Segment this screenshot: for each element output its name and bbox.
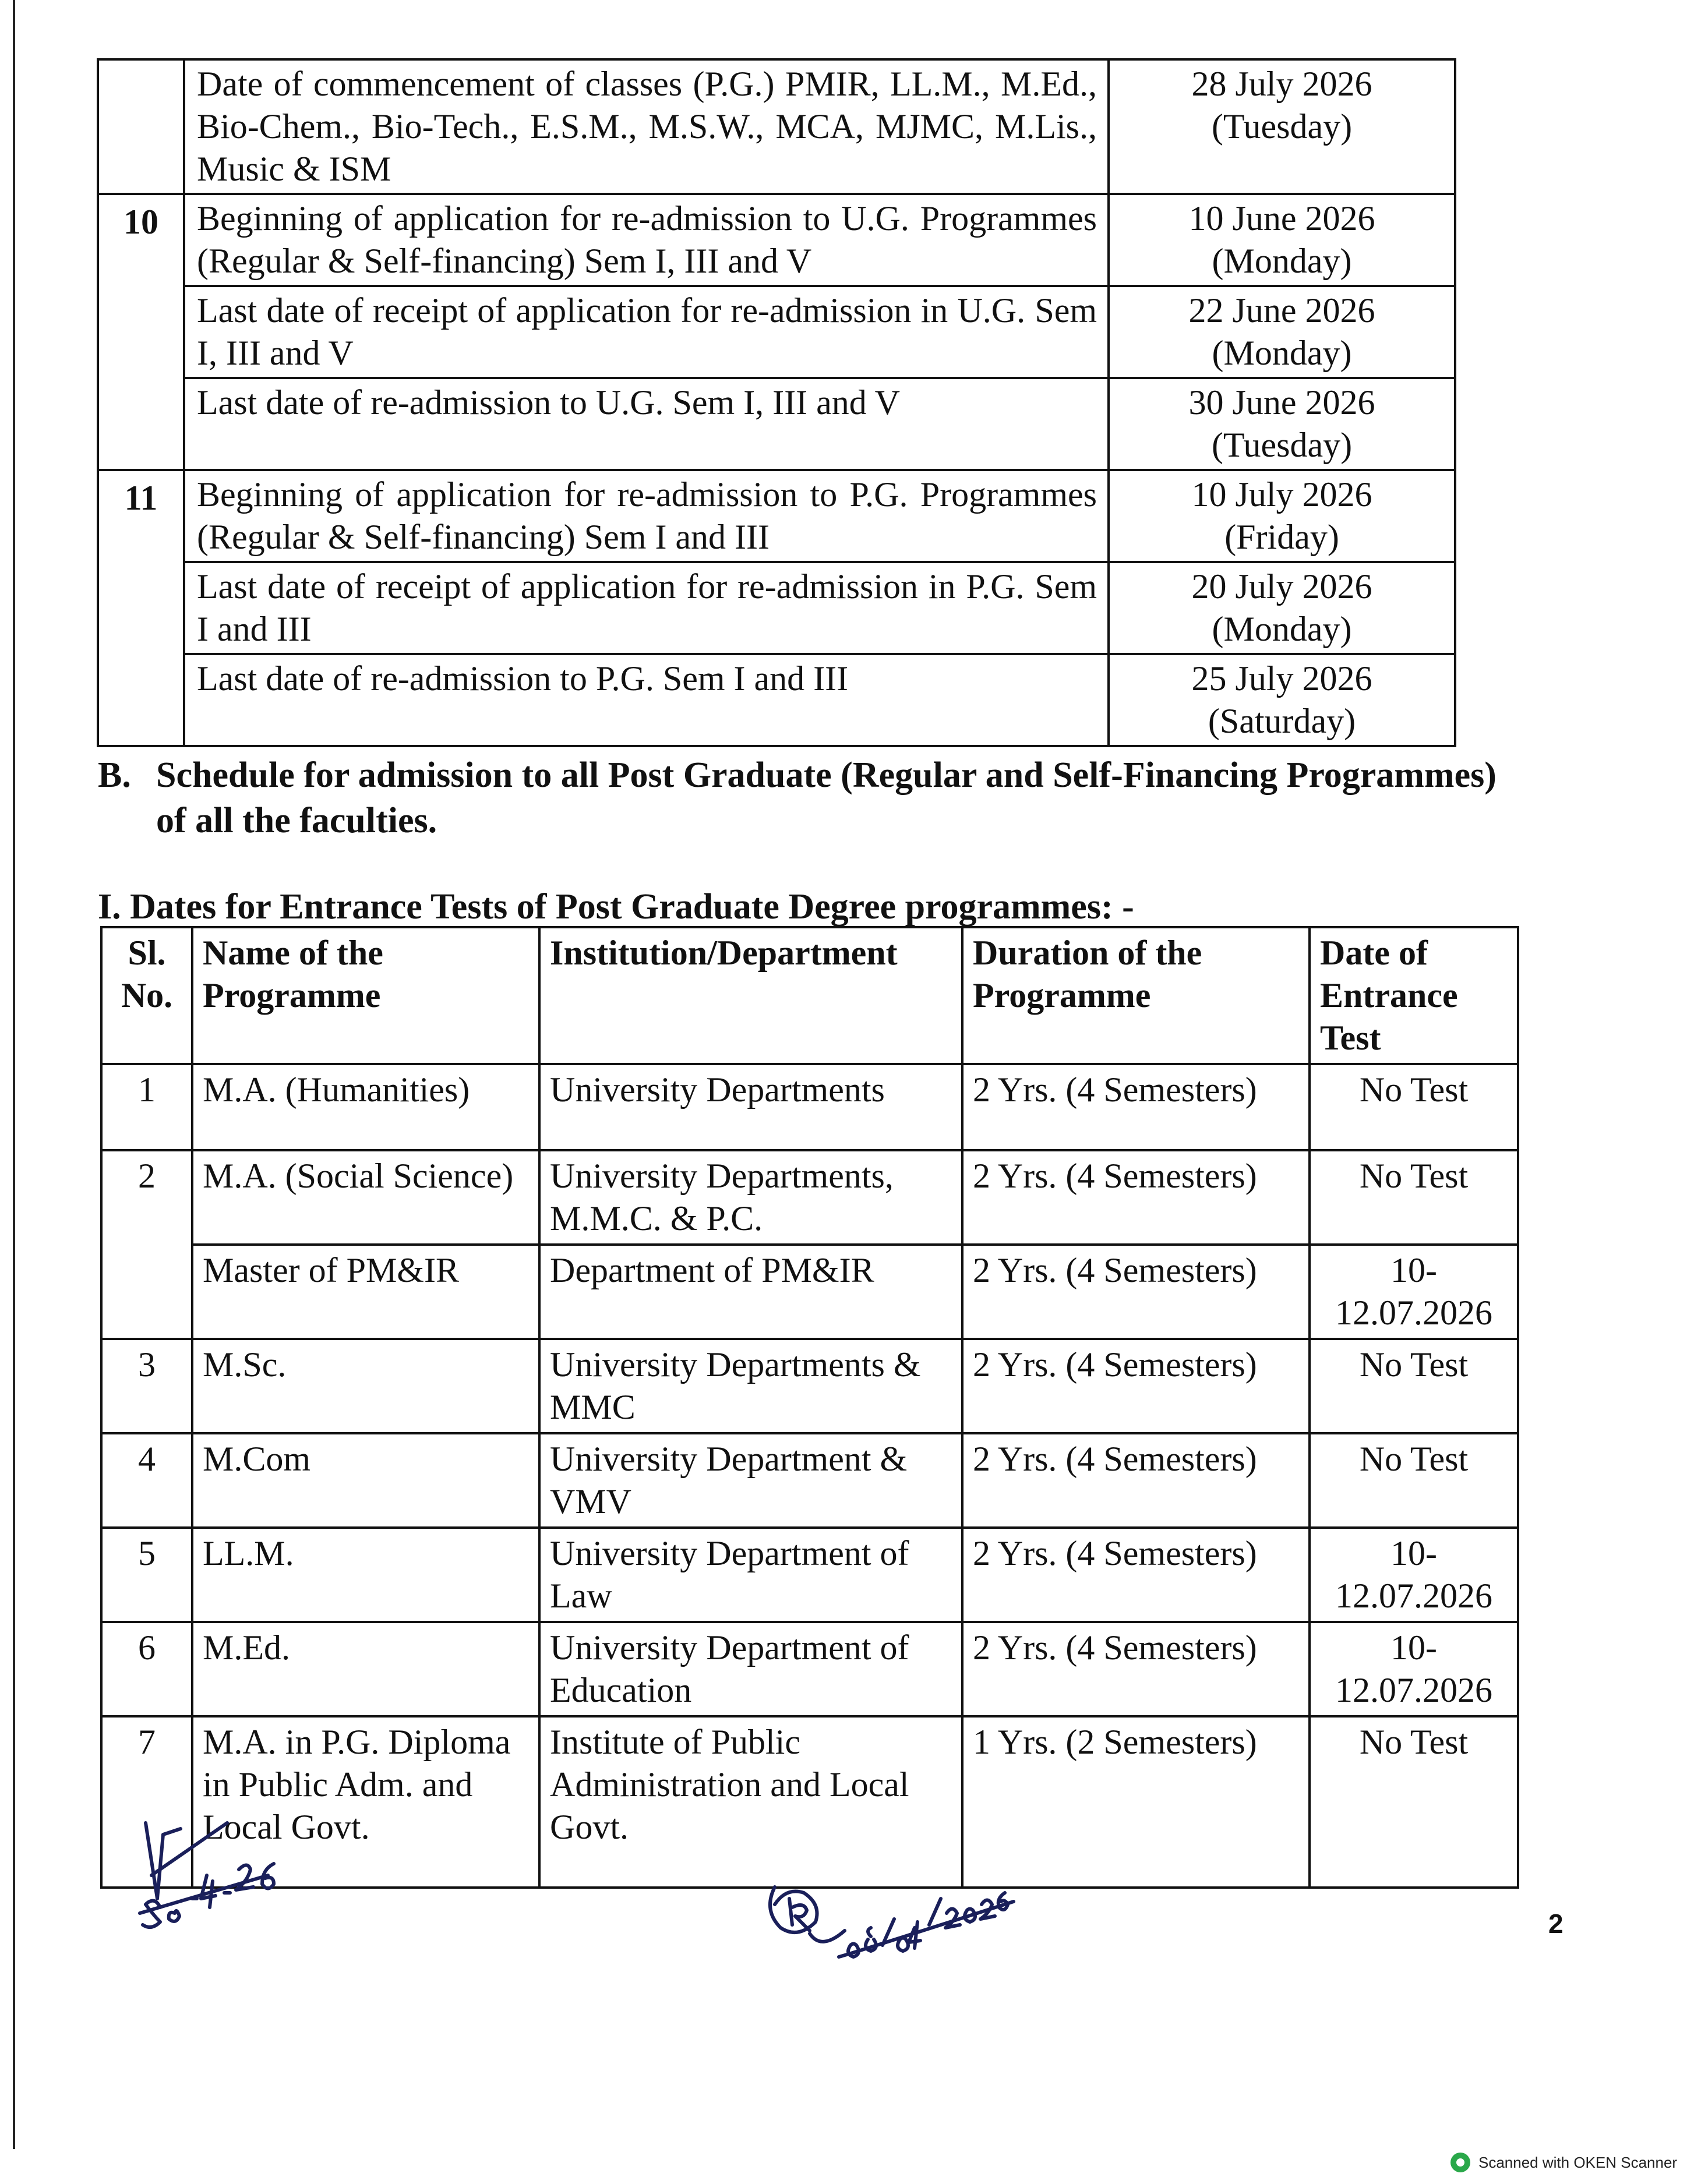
date-text: 10 June 2026 bbox=[1188, 199, 1375, 238]
institution-cell: Institute of Public Administration and Local Govt. bbox=[539, 1716, 962, 1888]
entrance-test-table bbox=[100, 926, 1519, 1889]
header-test-date: Date of Entrance Test bbox=[1310, 927, 1518, 1064]
event-cell: Last date of receipt of application for re-admission in U.G. Sem I, III and V bbox=[184, 286, 1109, 378]
sl-cell: 11 bbox=[98, 470, 184, 746]
day-text: (Saturday) bbox=[1208, 702, 1356, 740]
section-b-heading bbox=[98, 752, 1589, 843]
signature-left bbox=[128, 1811, 303, 1939]
scanner-logo-icon bbox=[1450, 2153, 1470, 2172]
institution-cell: Department of PM&IR bbox=[539, 1245, 962, 1339]
section-b-line2: of all the faculties. bbox=[156, 801, 437, 840]
table-row bbox=[101, 1339, 1518, 1433]
date-cell bbox=[1109, 59, 1455, 194]
date-text: 30 June 2026 bbox=[1188, 383, 1375, 422]
sl-cell bbox=[98, 59, 184, 194]
date-cell bbox=[1109, 470, 1455, 562]
header-sl: Sl. No. bbox=[101, 927, 192, 1064]
table-row bbox=[101, 1150, 1518, 1245]
table-row bbox=[98, 286, 1455, 378]
day-text: (Monday) bbox=[1212, 610, 1352, 648]
duration-cell: 2 Yrs. (4 Semesters) bbox=[962, 1064, 1310, 1150]
date-cell bbox=[1109, 194, 1455, 286]
table-row bbox=[98, 59, 1455, 194]
scanner-text: Scanned with OKEN Scanner bbox=[1478, 2153, 1678, 2171]
programme-cell: M.Com bbox=[192, 1433, 539, 1528]
institution-cell: University Department & VMV bbox=[539, 1433, 962, 1528]
table-row bbox=[101, 1528, 1518, 1622]
programme-cell: M.A. in P.G. Diploma in Public Adm. and Local Govt. bbox=[192, 1716, 539, 1888]
day-text: (Monday) bbox=[1212, 242, 1352, 280]
institution-cell: University Department of Education bbox=[539, 1622, 962, 1716]
duration-cell: 2 Yrs. (4 Semesters) bbox=[962, 1245, 1310, 1339]
sl-cell: 10 bbox=[98, 194, 184, 470]
table-row bbox=[98, 654, 1455, 746]
test-date-cell: No Test bbox=[1310, 1150, 1518, 1245]
institution-cell: University Department of Law bbox=[539, 1528, 962, 1622]
duration-cell: 2 Yrs. (4 Semesters) bbox=[962, 1528, 1310, 1622]
day-text: (Friday) bbox=[1224, 518, 1339, 556]
sl-cell: 6 bbox=[101, 1622, 192, 1716]
table-row bbox=[101, 1433, 1518, 1528]
sl-cell: 1 bbox=[101, 1064, 192, 1150]
test-date-cell: No Test bbox=[1310, 1433, 1518, 1528]
signature-middle bbox=[757, 1864, 1025, 1980]
date-cell bbox=[1109, 378, 1455, 470]
section-b-line1: Schedule for admission to all Post Graduate (Regular and Self-Financing Programmes) bbox=[156, 755, 1497, 795]
date-text: 28 July 2026 bbox=[1191, 65, 1372, 103]
page-number: 2 bbox=[1548, 1909, 1564, 1939]
event-cell: Last date of receipt of application for re-admission in P.G. Sem I and III bbox=[184, 562, 1109, 654]
duration-cell: 2 Yrs. (4 Semesters) bbox=[962, 1622, 1310, 1716]
test-date-cell: No Test bbox=[1310, 1064, 1518, 1150]
date-cell bbox=[1109, 654, 1455, 746]
date-text: 10 July 2026 bbox=[1191, 475, 1372, 514]
sl-cell: 5 bbox=[101, 1528, 192, 1622]
sl-cell: 7 bbox=[101, 1716, 192, 1888]
test-date-cell: No Test bbox=[1310, 1339, 1518, 1433]
day-text: (Tuesday) bbox=[1211, 426, 1353, 464]
sl-cell: 4 bbox=[101, 1433, 192, 1528]
date-cell bbox=[1109, 286, 1455, 378]
header-duration: Duration of the Programme bbox=[962, 927, 1310, 1064]
section-b-label: B. bbox=[98, 755, 131, 795]
test-date-cell: 10-12.07.2026 bbox=[1310, 1622, 1518, 1716]
duration-cell: 2 Yrs. (4 Semesters) bbox=[962, 1339, 1310, 1433]
event-cell: Beginning of application for re-admission to U.G. Programmes (Regular & Self-financing) Sem I, III and V bbox=[184, 194, 1109, 286]
duration-cell: 1 Yrs. (2 Semesters) bbox=[962, 1716, 1310, 1888]
programme-cell: Master of PM&IR bbox=[192, 1245, 539, 1339]
header-institution: Institution/Department bbox=[539, 927, 962, 1064]
table-row bbox=[101, 1622, 1518, 1716]
programme-cell: M.Ed. bbox=[192, 1622, 539, 1716]
programme-cell: LL.M. bbox=[192, 1528, 539, 1622]
section-i-heading: I. Dates for Entrance Tests of Post Graduate Degree programmes: - bbox=[98, 887, 1134, 927]
table-row bbox=[98, 378, 1455, 470]
test-date-cell: 10-12.07.2026 bbox=[1310, 1245, 1518, 1339]
programme-cell: M.A. (Humanities) bbox=[192, 1064, 539, 1150]
event-cell: Beginning of application for re-admission to P.G. Programmes (Regular & Self-financing) Sem I and III bbox=[184, 470, 1109, 562]
table-row bbox=[98, 194, 1455, 286]
day-text: (Monday) bbox=[1212, 334, 1352, 372]
sl-cell: 3 bbox=[101, 1339, 192, 1433]
table-row bbox=[98, 562, 1455, 654]
institution-cell: University Departments, M.M.C. & P.C. bbox=[539, 1150, 962, 1245]
institution-cell: University Departments bbox=[539, 1064, 962, 1150]
header-programme: Name of the Programme bbox=[192, 927, 539, 1064]
table-row bbox=[101, 1064, 1518, 1150]
event-cell: Last date of re-admission to U.G. Sem I, III and V bbox=[184, 378, 1109, 470]
scan-edge-line bbox=[13, 0, 15, 2149]
programme-cell: M.Sc. bbox=[192, 1339, 539, 1433]
test-date-cell: No Test bbox=[1310, 1716, 1518, 1888]
date-text: 20 July 2026 bbox=[1191, 567, 1372, 606]
event-cell: Last date of re-admission to P.G. Sem I and III bbox=[184, 654, 1109, 746]
table-row bbox=[98, 470, 1455, 562]
duration-cell: 2 Yrs. (4 Semesters) bbox=[962, 1150, 1310, 1245]
date-cell bbox=[1109, 562, 1455, 654]
schedule-table bbox=[97, 58, 1456, 747]
event-cell: Date of commencement of classes (P.G.) PMIR, LL.M., M.Ed., Bio-Chem., Bio-Tech., E.S.M., M.S.W., MCA, MJMC, M.Lis., Music & ISM bbox=[184, 59, 1109, 194]
duration-cell: 2 Yrs. (4 Semesters) bbox=[962, 1433, 1310, 1528]
institution-cell: University Departments & MMC bbox=[539, 1339, 962, 1433]
date-text: 25 July 2026 bbox=[1191, 659, 1372, 698]
table-header-row bbox=[101, 927, 1518, 1064]
table-row bbox=[101, 1716, 1518, 1888]
sl-cell: 2 bbox=[101, 1150, 192, 1339]
day-text: (Tuesday) bbox=[1211, 107, 1353, 146]
test-date-cell: 10-12.07.2026 bbox=[1310, 1528, 1518, 1622]
programme-cell: M.A. (Social Science) bbox=[192, 1150, 539, 1245]
date-text: 22 June 2026 bbox=[1188, 291, 1375, 330]
scanner-watermark bbox=[1450, 2153, 1677, 2172]
table-row bbox=[101, 1245, 1518, 1339]
